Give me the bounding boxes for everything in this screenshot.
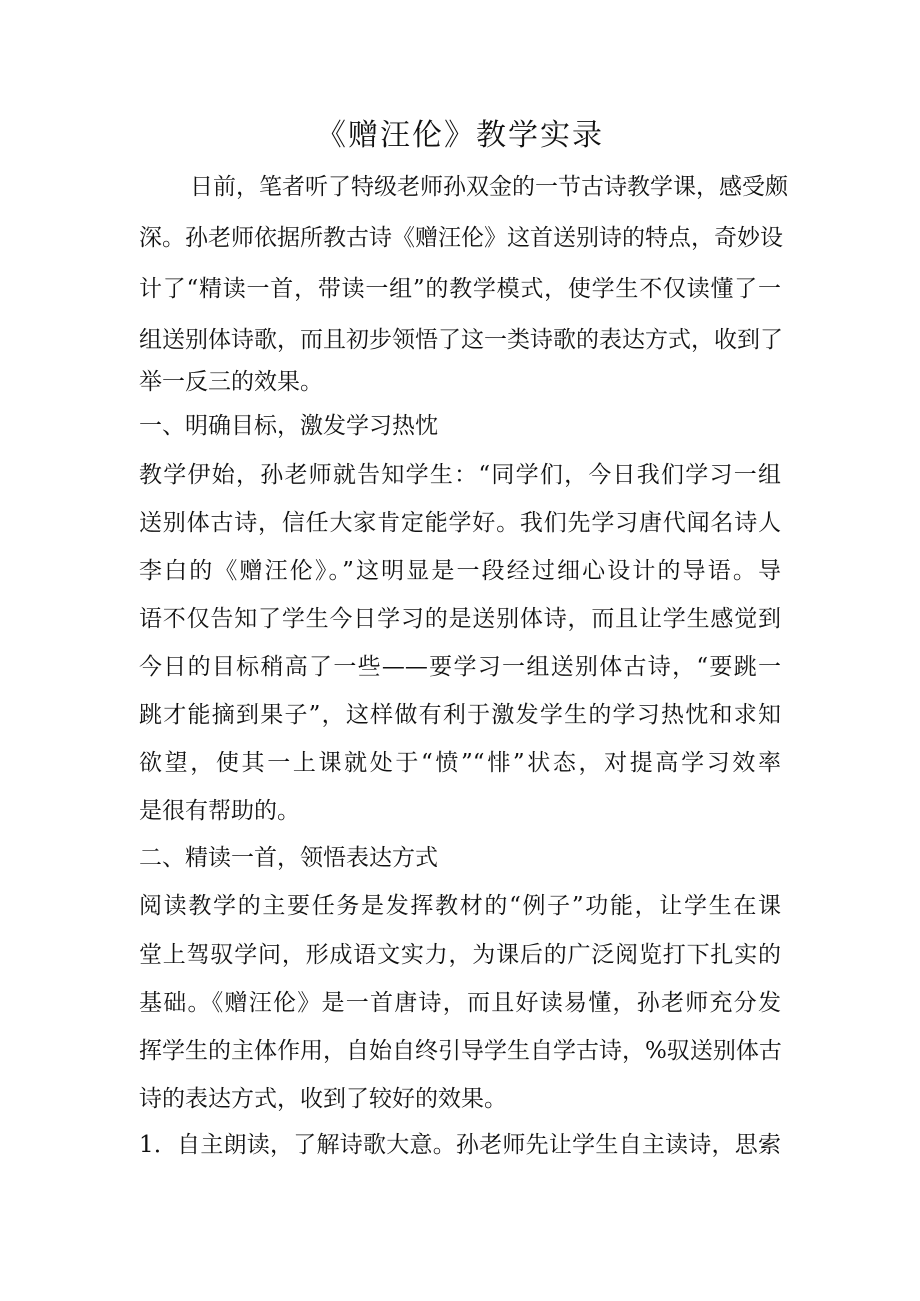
text-line: 语不仅告知了学生今日学习的是送别体诗，而且让学生感觉到 — [139, 606, 781, 632]
text-line: 挥学生的主体作用，自始自终引导学生自学古诗，%驭送别体古 — [139, 1038, 782, 1064]
text-line: 阅读教学的主要任务是发挥教材的“例子”功能，让学生在课 — [139, 893, 781, 919]
text-line: 举一反三的效果。 — [139, 369, 323, 395]
text-line: 李白的《赠汪伦》。”这明显是一段经过细心设计的导语。导 — [139, 558, 781, 584]
text-line: 堂上驾驭学问，形成语文实力，为课后的广泛阅览打下扎实的 — [139, 942, 781, 968]
text-line: 今日的目标稍高了一些——要学习一组送别体古诗，“要跳一 — [139, 654, 781, 680]
text-line: 日前，笔者听了特级老师孙双金的一节古诗教学课，感受颇 — [190, 174, 788, 200]
document-title: 《赠汪伦》教学实录 — [316, 118, 604, 153]
text-line: 跳才能摘到果子”，这样做有利于激发学生的学习热忱和求知 — [139, 702, 781, 728]
text-line: 送别体古诗，信任大家肯定能学好。我们先学习唐代闻名诗人 — [139, 510, 781, 536]
text-line: 教学伊始，孙老师就告知学生：“同学们，今日我们学习一组 — [139, 462, 781, 488]
text-line: 深。孙老师依据所教古诗《赠汪伦》这首送别诗的特点，奇妙设 — [139, 225, 783, 251]
text-line: 欲望，使其一上课就处于“愤”“悱”状态，对提高学习效率 — [139, 750, 781, 776]
text-line: 诗的表达方式，收到了较好的效果。 — [139, 1086, 507, 1112]
text-line: 基础。《赠汪伦》是一首唐诗，而且好读易懂，孙老师充分发 — [139, 990, 781, 1016]
text-line: 是很有帮助的。 — [139, 798, 300, 824]
text-line: 1．自主朗读，了解诗歌大意。孙老师先让学生自主读诗，思索 — [139, 1132, 781, 1158]
section-heading: 二、精读一首，领悟表达方式 — [139, 845, 438, 871]
section-heading: 一、明确目标，激发学习热忱 — [139, 413, 438, 439]
text-line: 组送别体诗歌，而且初步领悟了这一类诗歌的表达方式，收到了 — [139, 327, 783, 353]
text-line: 计了“精读一首，带读一组”的教学模式，使学生不仅读懂了一 — [139, 276, 781, 302]
